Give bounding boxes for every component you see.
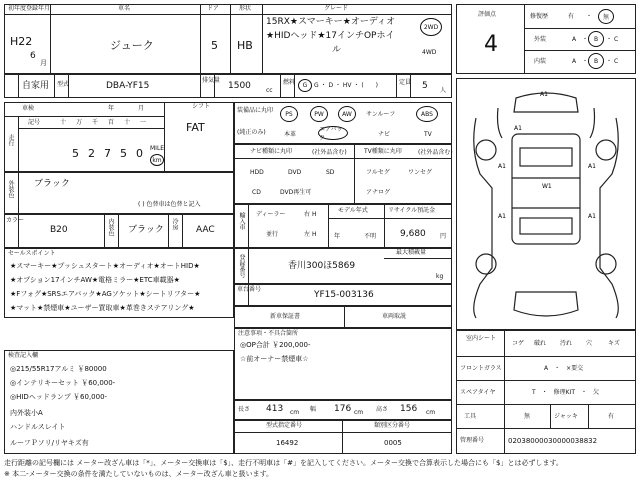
notes-label: 注意事項・不具合箇所: [238, 330, 299, 337]
tv-oneseg: ワンセグ: [408, 169, 433, 176]
int-b: B: [593, 57, 599, 65]
type-cert-label: 型式指定番号: [266, 422, 303, 429]
mark-5: W1: [542, 183, 552, 190]
place-code: 記号: [28, 119, 41, 126]
drive-4wd: 4WD: [422, 49, 437, 56]
repair-yes: 有: [568, 13, 575, 20]
jack-label: ジャッキ: [554, 413, 578, 420]
equip-label: 装備品に丸印: [237, 107, 274, 114]
tools-value: 無: [524, 413, 531, 420]
inspector-line-1: ◎215/55R17アルミ ￥80000: [10, 365, 107, 373]
seat-hole: 穴: [586, 340, 593, 347]
handle-right: 右: [304, 211, 311, 218]
equip-tv: TV: [424, 131, 432, 138]
length-label: 長さ: [238, 406, 251, 413]
import-label: 輸入車: [238, 212, 245, 230]
height-label: 高さ: [376, 406, 389, 413]
int-dot-2: ・: [606, 58, 613, 65]
first-reg-month: 6: [30, 51, 36, 61]
max-load-unit: kg: [436, 273, 444, 280]
mileage-block: [4, 102, 234, 172]
color-label: 外装色: [7, 180, 14, 198]
navi-dvd-play: DVD再生可: [280, 189, 312, 196]
tools-label: 工具: [464, 413, 477, 420]
capacity-label: 定員: [399, 79, 412, 86]
reg-kind: 自家用: [22, 81, 50, 91]
mark-7: A1: [588, 213, 596, 220]
unit-km-circle: [150, 154, 164, 166]
width-unit: cm: [354, 409, 364, 416]
disp-label: 排気量: [202, 77, 221, 84]
disp-value: 1500: [228, 81, 251, 91]
mgmt-value: 02038000030000038832: [508, 437, 598, 445]
mark-2: A1: [514, 125, 522, 132]
digit-3: 7: [104, 147, 111, 160]
int-color-value: ブラック: [128, 225, 164, 235]
equip-pw: PW: [314, 110, 324, 118]
equip-airbag: エアバック: [319, 126, 343, 142]
ext-c: C: [614, 36, 619, 43]
type-label: 型式: [57, 81, 70, 88]
warranty-block: [234, 306, 452, 328]
height-value: 156: [400, 404, 418, 414]
handle-left: 左: [304, 231, 311, 238]
mgmt-label: 管理番号: [460, 437, 485, 444]
jack-value: 有: [608, 413, 615, 420]
selling-line-3: ★Fフォグ★SRSエアバック★AGソケット★シートリフター★: [10, 290, 201, 298]
shift-label: シフト: [192, 103, 211, 110]
equip-sub-label: (純正のみ): [237, 129, 266, 136]
mark-3: A1: [498, 163, 506, 170]
warranty-label: 新車保証書: [270, 313, 301, 320]
ext-b-circle: [588, 31, 604, 47]
digit-1: 5: [72, 147, 79, 160]
grade-label: グレード: [324, 5, 349, 12]
score-label: 評価点: [478, 11, 497, 18]
footer-line-1: 走行距離の記号欄には メーター改ざん車は「*」、メーター交換車は「$」、走行不明車は「#」を記入してください。メーター交換で合算表示した場合にも「$」とは必ずします。: [4, 459, 563, 467]
recycle-value: 9,680: [400, 229, 426, 239]
grade-line-3: ル: [332, 45, 342, 55]
inspector-line-6: ルーフＰソリ/リヤキズ有: [10, 439, 89, 447]
navi-hdd: HDD: [250, 169, 264, 176]
repair-dot: ・: [586, 13, 593, 20]
place-10k: 万: [76, 119, 83, 126]
equip-abs: ABS: [421, 110, 433, 118]
place-1k: 千: [92, 119, 99, 126]
place-100k: 十: [60, 119, 67, 126]
ext-b: B: [593, 35, 599, 43]
import-parallel: 並行: [266, 231, 279, 238]
equip-abs-circle: [416, 106, 438, 122]
inspector-line-4: 内外装小A: [10, 409, 43, 417]
fuel-options: G ・ D ・ HV ・ ( ): [314, 82, 379, 89]
handle-h-1: H: [312, 211, 317, 218]
color-code-value: B20: [50, 225, 68, 235]
capacity-unit: 人: [440, 87, 447, 94]
plate-label: 登録番号: [238, 254, 245, 278]
interior-label: 内装: [534, 58, 547, 65]
grade-line-1: 15RX★スマーキー★オーディオ: [266, 17, 396, 27]
unit-mile: MILE: [150, 145, 165, 152]
inspector-line-2: ◎インテリキーセット ￥60,000-: [10, 379, 116, 387]
shape-label: 形状: [239, 5, 252, 12]
run-label: 走行: [7, 134, 14, 146]
drive-2wd: 2WD: [423, 23, 439, 31]
length-unit: cm: [290, 409, 300, 416]
equip-aw-circle: [338, 106, 356, 122]
length-value: 413: [266, 404, 284, 414]
first-reg-label: 初年度登録年月: [8, 5, 51, 12]
notes-line-2: ☆前オーナー禁煙車☆: [240, 355, 309, 363]
place-1: 一: [140, 119, 147, 126]
equip-ps-circle: [280, 106, 298, 122]
int-b-circle: [588, 53, 604, 69]
fuel-label: 燃料: [283, 79, 296, 86]
equip-ps: PS: [285, 110, 293, 118]
class-label: 類別区分番号: [374, 422, 411, 429]
navi-dvd: DVD: [288, 169, 302, 176]
navi-cd: CD: [252, 189, 261, 196]
spare-label: スペアタイヤ: [460, 389, 496, 396]
digit-2: 2: [88, 147, 95, 160]
score-value: 4: [484, 32, 498, 57]
width-value: 176: [334, 404, 352, 414]
fuel-selected-circle: [298, 79, 312, 92]
disp-unit: cc: [266, 87, 273, 94]
height-unit: cm: [426, 409, 436, 416]
fuel-selected: G: [302, 82, 308, 89]
notes-line-1: ◎OP合計 ￥200,000-: [240, 341, 311, 349]
model-value: ジューク: [110, 39, 154, 52]
inspector-line-5: ハンドルスレイト: [10, 423, 66, 431]
int-a: A: [572, 58, 577, 65]
mark-4: A1: [588, 163, 596, 170]
seat-stain: 汚れ: [560, 340, 573, 347]
unit-km: km: [152, 156, 162, 164]
width-label: 幅: [310, 406, 317, 413]
recycle-label: リサイクル預託金: [388, 207, 436, 214]
inspection-month: 月: [138, 105, 145, 112]
class-value: 0005: [384, 439, 402, 447]
ext-dot-1: ・: [582, 36, 589, 43]
ac-label: 冷房: [171, 218, 178, 230]
footer-line-2: ※ 本二-メーター交換の条件を満たしていないものは、メーター改ざん車と扱います。: [4, 470, 274, 478]
glass-label: フロントガラス: [460, 365, 502, 372]
inspector-label: 検査記入欄: [8, 352, 39, 359]
import-dealer: ディーラー: [256, 211, 286, 218]
tv-header: TV種類に丸印: [364, 148, 402, 155]
int-c: C: [614, 58, 619, 65]
color-value: ブラック: [34, 179, 70, 189]
equip-navi: ナビ: [378, 131, 391, 138]
inspection-label: 車検: [22, 105, 35, 112]
seat-scratch: キズ: [608, 340, 620, 347]
ac-value: AAC: [196, 225, 215, 235]
notes-block: [234, 328, 452, 400]
place-100: 百: [108, 119, 115, 126]
grade-line-2: ★HIDヘッド★17インチOPホイ: [266, 31, 395, 41]
mark-1: A1: [540, 91, 548, 98]
model-label: 車名: [118, 5, 131, 12]
color-code-label: カラー: [6, 217, 25, 224]
equip-pw-circle: [310, 106, 328, 122]
first-reg-era: H22: [10, 35, 33, 48]
max-load-label: 最大積載量: [396, 249, 427, 256]
navi-sd: SD: [326, 169, 335, 176]
handle-h-2: H: [312, 231, 317, 238]
auction-sheet: [4, 4, 636, 458]
int-dot-1: ・: [582, 58, 589, 65]
repair-none-circle: [598, 9, 614, 24]
drive-2wd-selected: [420, 18, 442, 36]
selling-line-4: ★マット★禁煙車★ユーザー買取車★革巻きステアリング★: [10, 304, 195, 312]
spare-items: T ・ 修理KIT ・ 欠: [532, 389, 600, 396]
mark-6: A1: [498, 213, 506, 220]
ext-dot-2: ・: [606, 36, 613, 43]
model-year-unit: 年: [334, 233, 341, 240]
type-cert-value: 16492: [276, 439, 299, 447]
digit-5: 0: [136, 147, 143, 160]
ext-a: A: [572, 36, 577, 43]
equip-leather: 本革: [284, 131, 297, 138]
navi-header: ナビ種類に丸印: [250, 148, 293, 155]
selling-line-2: ★オプション17インチAW★電格ミラー★ETC車載器★: [10, 276, 180, 284]
tv-fullseg: フルセグ: [366, 169, 390, 176]
chassis-label: 車台番号: [237, 286, 262, 293]
equip-sunroof: サンルーフ: [366, 111, 396, 118]
shape-value: HB: [237, 39, 253, 52]
door-value: 5: [211, 39, 218, 52]
inspector-line-3: ◎HIDヘッドランプ ￥60,000-: [10, 393, 108, 401]
int-color-label: 内装色: [107, 218, 114, 236]
tv-analog: アナログ: [366, 189, 391, 196]
type-value: DBA-YF15: [106, 81, 150, 91]
exterior-label: 外装: [534, 36, 547, 43]
model-year-unknown: 不明: [364, 233, 377, 240]
seat-tear: 破れ: [534, 340, 547, 347]
seat-burn: コゲ: [512, 340, 525, 347]
model-year-label: モデル年式: [338, 207, 368, 214]
repair-none: 無: [602, 14, 609, 21]
equip-airbag-circle: [318, 126, 348, 140]
glass-items: A ・ ×要交: [544, 365, 584, 372]
repair-label: 修復歴: [530, 13, 549, 20]
inspection-year: 年: [108, 105, 115, 112]
chassis-value: YF15-003136: [314, 290, 374, 300]
door-label: ドア: [207, 5, 219, 12]
seat-label: 室内シート: [466, 335, 497, 342]
equip-aw: AW: [342, 110, 352, 118]
capacity-value: 5: [422, 81, 428, 91]
digit-4: 5: [120, 147, 127, 160]
tv-sub: (社外品含む): [418, 149, 453, 156]
car-outline-diagram: [456, 78, 636, 330]
month-unit: 月: [40, 59, 47, 67]
shift-value: FAT: [186, 121, 205, 134]
place-10: 十: [124, 119, 131, 126]
selling-label: セールスポイント: [8, 250, 56, 257]
recycle-unit: 円: [440, 233, 447, 240]
selling-line-1: ★スマーキー★プッシュスタート★オーディオ★オートHID★: [10, 262, 200, 270]
navi-sub: (社外品含む): [312, 149, 347, 156]
color-note: ( ) 色替車は色替と記入: [138, 201, 201, 208]
plate-value: 香川300ほ5869: [288, 261, 356, 271]
manual-label: 車両取説: [382, 313, 407, 320]
